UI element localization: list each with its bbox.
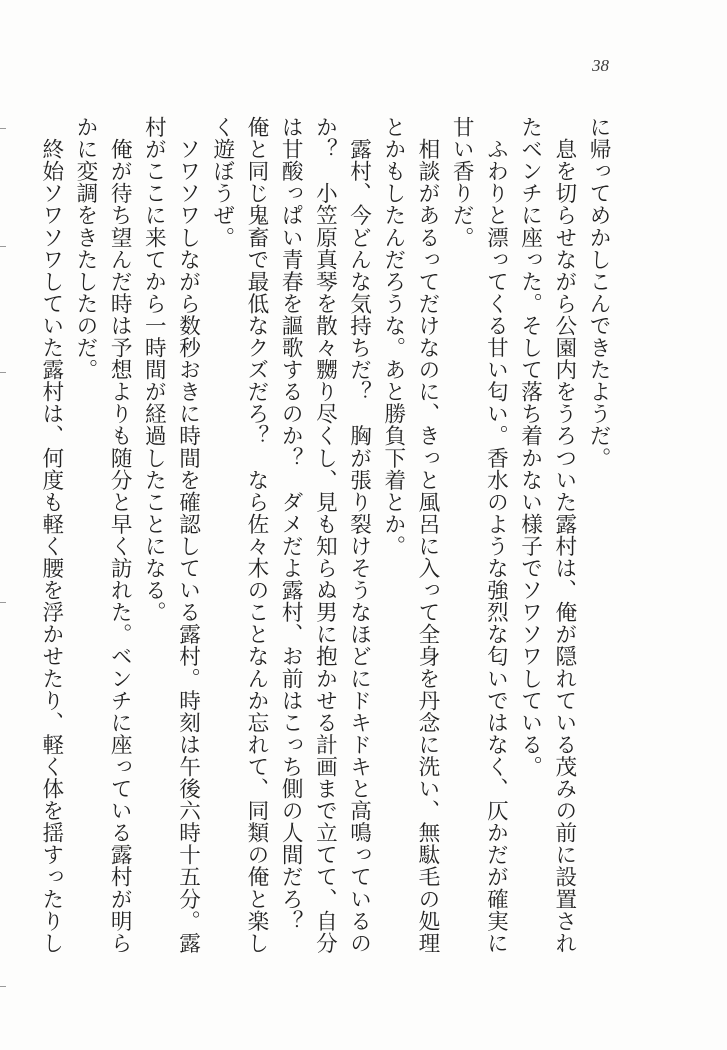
scan-edge-mark <box>0 986 6 987</box>
text-column: ふわりと漂ってくる甘い匂い。香水のような強烈な匂いではなく、仄かだが確実に <box>483 116 509 954</box>
text-column: 終始ソワソワしていた露村は、何度も軽く腰を浮かせたり、軽く体を揺すったりし <box>38 116 64 954</box>
text-column: く遊ぼうぜ。 <box>209 116 235 249</box>
scan-edge-mark <box>0 128 6 129</box>
text-column: 村がここに来てから一時間が経過したことになる。 <box>141 116 167 624</box>
scan-edge-mark <box>0 246 6 247</box>
scan-edge-mark <box>0 602 6 603</box>
text-column: に帰ってめかしこんできたようだ。 <box>586 116 611 469</box>
text-column: 俺が待ち望んだ時は予想よりも随分と早く訪れた。ベンチに座っている露村が明ら <box>107 116 133 954</box>
text-column: たベンチに座った。そして落ち着かない様子でソワソワしている。 <box>517 116 543 778</box>
page-number: 38 <box>592 56 609 75</box>
text-column: は甘酸っぱい青春を謳歌するのか？ ダメだよ露村、お前はこっち側の人間だろ？ <box>278 116 304 932</box>
text-column: 息を切らせながら公園内をうろついた露村は、俺が隠れている茂みの前に設置され <box>551 116 577 954</box>
text-column: かに変調をきたしたのだ。 <box>72 116 98 381</box>
text-column: 俺と同じ鬼畜で最低なクズだろ？ なら佐々木のことなんか忘れて、同類の俺と楽し <box>243 116 269 954</box>
text-column: ソワソワしながら数秒おきに時間を確認している露村。時刻は午後六時十五分。露 <box>175 116 201 954</box>
text-column: か？ 小笠原真琴を散々嬲り尽くし、見も知らぬ男に抱かせる計画まで立てて、自分 <box>312 116 338 954</box>
text-column: 露村、今どんな気持ちだ？ 胸が張り裂けそうなほどにドキドキと高鳴っているの <box>346 116 372 954</box>
text-column: 相談があるってだけなのに、きっと風呂に入って全身を丹念に洗い、無駄毛の処理 <box>414 116 440 954</box>
scan-edge-mark <box>0 372 6 373</box>
body-text <box>34 116 615 966</box>
text-column: 甘い香りだ。 <box>449 116 475 249</box>
text-column: とかもしたんだろうな。あと勝負下着とか。 <box>380 116 406 557</box>
